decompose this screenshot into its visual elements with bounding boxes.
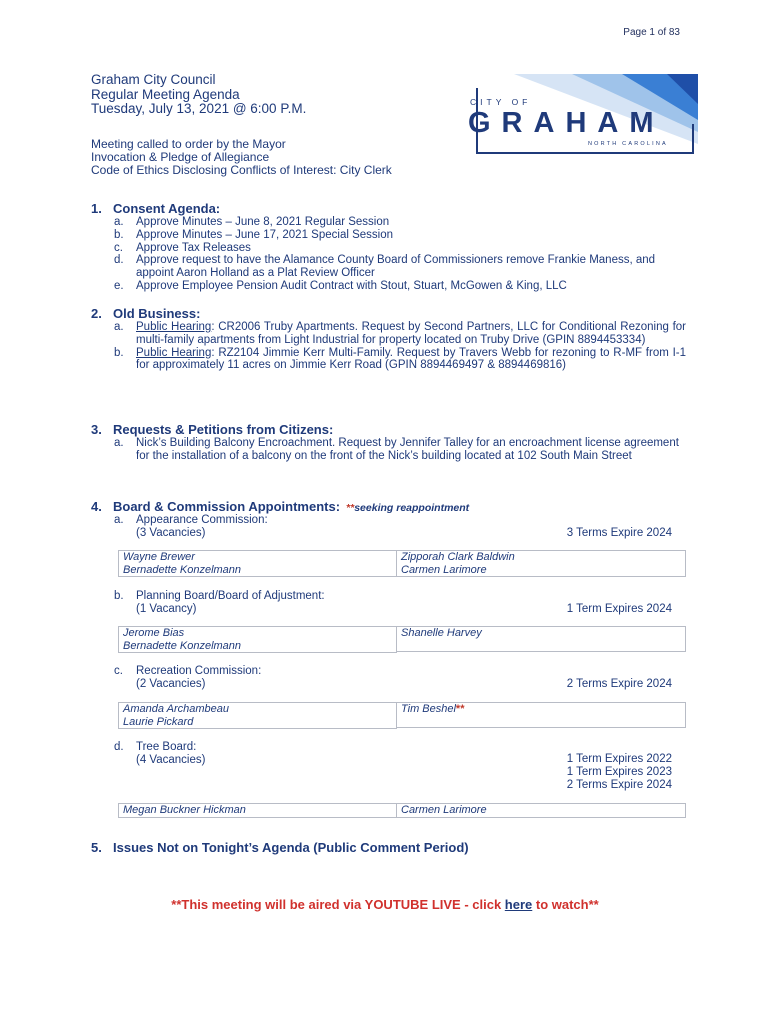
council-name: Graham City Council (91, 72, 216, 87)
board-name: Planning Board/Board of Adjustment: (136, 590, 325, 602)
call-to-order: Meeting called to order by the Mayor (91, 137, 286, 151)
page-number: Page 1 of 83 (623, 27, 680, 38)
invocation: Invocation & Pledge of Allegiance (91, 150, 270, 164)
board-recreation: c. Recreation Commission: (2 Vacancies) (114, 665, 674, 691)
reappointment-note: **seeking reappointment (346, 502, 470, 514)
agenda-header (91, 73, 306, 117)
candidate-cell: Zipporah Clark Baldwin Carmen Larimore (397, 551, 686, 577)
candidate-cell: Shanelle Harvey (397, 627, 686, 652)
agenda-type: Regular Meeting Agenda (91, 86, 240, 102)
candidate-cell: Jerome Bias Bernadette Konzelmann (119, 627, 397, 653)
list-item: a. Nick’s Building Balcony Encroachment. Request by Jennifer Talley for an encroachment license agreement for the installation of a balcony on the front of the Nick’s building located at 102 South Main Street (114, 437, 679, 462)
list-item: a. Public Hearing: CR2006 Truby Apartments. Request by Second Partners, LLC for Conditional Rezoning for multi-family apartments from Light Industrial for property located on Truby Drive (GPIN 8894453334) (114, 321, 686, 346)
youtube-notice: **This meeting will be aired via YOUTUBE LIVE - click here to watch** (171, 897, 599, 912)
section-number: 1. (91, 201, 102, 216)
section-number: 5. (91, 840, 102, 855)
candidate-cell: Carmen Larimore (397, 804, 686, 818)
list-item: e. Approve Employee Pension Audit Contract with Stout, Stuart, McGowen & King, LLC (114, 279, 567, 292)
section-appointments-title (91, 499, 469, 514)
list-item: a. Approve Minutes – June 8, 2021 Regular Session (114, 216, 390, 228)
youtube-link[interactable]: here (504, 897, 533, 912)
reappointment-stars: ** (455, 703, 465, 715)
table-row (119, 804, 686, 818)
section-title-text: Requests & Petitions from Citizens: (113, 422, 334, 437)
public-hearing-link[interactable]: Public Hearing (136, 346, 212, 359)
board-name: Tree Board: (136, 741, 197, 753)
candidate-table (118, 702, 686, 729)
section-number: 4. (91, 499, 102, 514)
board-appearance: a. Appearance Commission: (3 Vacancies) (114, 514, 674, 540)
board-vacancies: (1 Vacancy) (136, 602, 197, 615)
candidate-cell: Wayne Brewer Bernadette Konzelmann (119, 551, 397, 577)
list-item: b. Public Hearing: RZ2104 Jimmie Kerr Multi-Family. Request by Travers Webb for rezoning to R-MF from I-1 for approximately 11 acres on Jimmie Kerr Road (GPIN 8894469497 & 8894469816) (114, 346, 686, 372)
section-title-text: Old Business: (113, 306, 201, 321)
section-number: 2. (91, 306, 102, 321)
section-requests-title (91, 422, 333, 437)
candidate-table (118, 626, 686, 653)
logo-name: GRAHAM (468, 107, 665, 139)
board-name: Appearance Commission: (136, 514, 268, 526)
board-name: Recreation Commission: (136, 665, 262, 677)
candidate-table (118, 803, 686, 818)
logo-state: NORTH CAROLINA (588, 141, 668, 147)
board-planning: b. Planning Board/Board of Adjustment: (1 Vacancy) (114, 590, 674, 616)
public-hearing-link[interactable]: Public Hearing (136, 321, 212, 333)
table-row (119, 551, 686, 577)
section-number: 3. (91, 422, 102, 437)
section-title-text: Board & Commission Appointments: (113, 499, 341, 514)
section-title-text: Issues Not on Tonight’s Agenda (Public Comment Period) (113, 840, 469, 855)
list-item: c. Approve Tax Releases (114, 241, 251, 254)
preamble (91, 138, 392, 177)
board-vacancies: (4 Vacancies) (136, 753, 206, 766)
ethics-disclosure: Code of Ethics Disclosing Conflicts of Interest: City Clerk (91, 163, 392, 177)
candidate-cell: Tim Beshel** (397, 703, 686, 728)
board-terms: 1 Term Expires 2022 1 Term Expires 2023 2 Terms Expire 2024 (566, 753, 672, 791)
board-vacancies: (3 Vacancies) (136, 526, 206, 539)
requests-items (114, 437, 686, 463)
meeting-datetime: Tuesday, July 13, 2021 @ 6:00 P.M. (91, 101, 307, 116)
board-terms: 2 Terms Expire 2024 (566, 678, 672, 690)
consent-items (114, 216, 686, 293)
candidate-cell: Megan Buckner Hickman (119, 804, 397, 818)
section-consent-title (91, 201, 220, 216)
logo-city-of: CITY OF (470, 97, 532, 107)
section-title-text: Consent Agenda: (113, 201, 221, 216)
candidate-table (118, 550, 686, 577)
board-tree: d. Tree Board: (4 Vacancies) (114, 741, 674, 767)
section-old-business-title (91, 306, 200, 321)
table-row (119, 627, 686, 652)
board-terms: 3 Terms Expire 2024 (566, 527, 672, 539)
old-business-items (114, 321, 686, 372)
board-vacancies: (2 Vacancies) (136, 677, 206, 690)
section-issues-title (91, 840, 469, 855)
candidate-cell: Amanda Archambeau Laurie Pickard (119, 703, 397, 729)
board-terms: 1 Term Expires 2024 (566, 603, 672, 615)
table-row (119, 703, 686, 728)
city-of-graham-logo (462, 74, 698, 156)
list-item: b. Approve Minutes – June 17, 2021 Special Session (114, 228, 393, 241)
list-item: d. Approve request to have the Alamance County Board of Commissioners remove Frankie Maness, and appoint Aaron Holland as a Plat Review Officer (114, 254, 656, 280)
